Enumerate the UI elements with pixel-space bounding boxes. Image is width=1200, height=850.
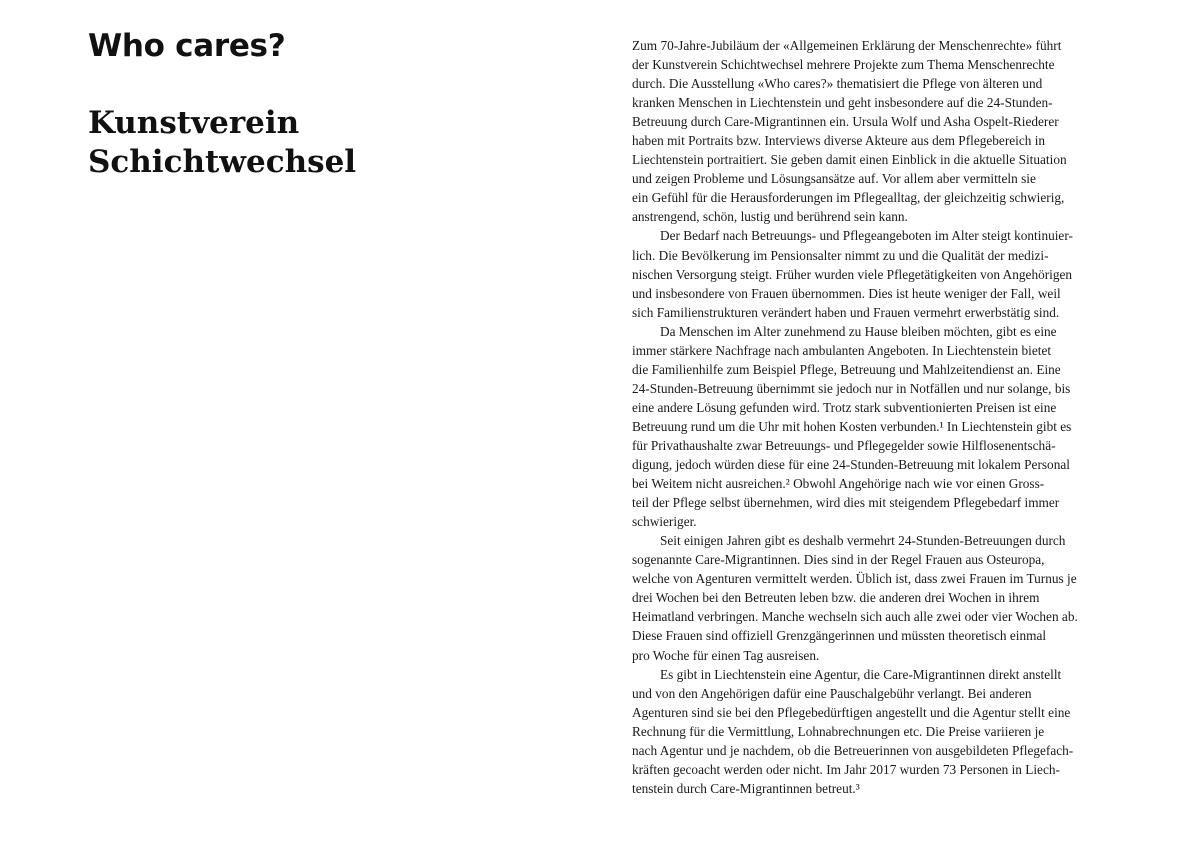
text-line: tenstein durch Care-Migrantinnen betreut.³: [632, 780, 860, 796]
text-line: für Privathaushalte zwar Betreuungs- und Pflegegelder sowie Hilflosenentschä-: [632, 437, 1056, 453]
text-line: Liechtenstein portraitiert. Sie geben damit einen Einblick in die aktuelle Situation: [632, 152, 1067, 168]
text-line: sogenannte Care-Migrantinnen. Dies sind in der Regel Frauen aus Osteuropa,: [632, 552, 1045, 568]
text-line: Diese Frauen sind offiziell Grenzgängerinnen und müssten theoretisch einmal: [632, 628, 1047, 644]
text-line: sich Familienstrukturen verändert haben und Frauen vermehrt erwerbstätig sind.: [632, 304, 1060, 320]
text-line: schwieriger.: [632, 514, 697, 530]
body-paragraph: [632, 531, 1122, 664]
text-line: und von den Angehörigen dafür eine Pauschalgebühr verlangt. Bei anderen: [632, 685, 1032, 701]
text-line: der Kunstverein Schichtwechsel mehrere Projekte zum Thema Menschenrechte: [632, 57, 1055, 73]
text-line: teil der Pflege selbst übernehmen, wird dies mit steigendem Pflegebedarf immer: [632, 495, 1060, 511]
text-line: welche von Agenturen vermittelt werden. Üblich ist, dass zwei Frauen im Turnus je: [632, 571, 1077, 587]
text-line: bei Weitem nicht ausreichen.² Obwohl Angehörige nach wie vor einen Gross-: [632, 476, 1045, 492]
subtitle-line: Kunstverein: [88, 105, 300, 141]
page-title: Who cares?: [88, 28, 286, 64]
text-line: pro Woche für einen Tag ausreisen.: [632, 647, 820, 663]
text-line: nischen Versorgung steigt. Früher wurden viele Pflegetätigkeiten von Angehörigen: [632, 266, 1073, 282]
text-line: durch. Die Ausstellung «Who cares?» thematisiert die Pflege von älteren und: [632, 76, 1043, 92]
text-line: die Familienhilfe zum Beispiel Pflege, Betreuung und Mahlzeitendienst an. Eine: [632, 361, 1061, 377]
text-line: Der Bedarf nach Betreuungs- und Pflegeangeboten im Alter steigt kontinuier-: [660, 228, 1073, 244]
text-line: Heimatland verbringen. Manche wechseln sich auch alle zwei oder vier Wochen ab.: [632, 609, 1078, 625]
text-line: drei Wochen bei den Betreuten leben bzw. die anderen drei Wochen in ihrem: [632, 590, 1040, 606]
body-paragraph: [632, 36, 1122, 226]
text-line: kräften gecoacht werden oder nicht. Im Jahr 2017 wurden 73 Personen in Liech-: [632, 761, 1060, 777]
text-line: Es gibt in Liechtenstein eine Agentur, die Care-Migrantinnen direkt anstellt: [660, 666, 1062, 682]
text-line: Rechnung für die Vermittlung, Lohnabrechnungen etc. Die Preise variieren je: [632, 723, 1045, 739]
text-line: digung, jedoch würden diese für eine 24-Stunden-Betreuung mit lokalem Personal: [632, 457, 1070, 473]
body-paragraph: [632, 226, 1122, 321]
text-line: Da Menschen im Alter zunehmend zu Hause bleiben möchten, gibt es eine: [660, 323, 1057, 339]
text-line: haben mit Portraits bzw. Interviews diverse Akteure aus dem Pflegebereich in: [632, 133, 1046, 149]
text-line: und insbesondere von Frauen übernommen. Dies ist heute weniger der Fall, weil: [632, 285, 1061, 301]
text-line: anstrengend, schön, lustig und berührend sein kann.: [632, 209, 908, 225]
body-text: [632, 36, 1122, 798]
text-line: Zum 70-Jahre-Jubiläum der «Allgemeinen Erklärung der Menschenrechte» führt: [632, 38, 1062, 53]
text-line: und zeigen Probleme und Lösungsansätze auf. Vor allem aber vermitteln sie: [632, 171, 1036, 187]
text-line: lich. Die Bevölkerung im Pensionsalter nimmt zu und die Qualität der medizi-: [632, 247, 1049, 263]
text-line: ein Gefühl für die Herausforderungen im Pflegealltag, der gleichzeitig schwierig,: [632, 190, 1065, 206]
text-line: immer stärkere Nachfrage nach ambulanten Angeboten. In Liechtenstein bietet: [632, 342, 1052, 358]
text-line: Seit einigen Jahren gibt es deshalb vermehrt 24-Stunden-Betreuungen durch: [660, 533, 1066, 549]
page-subtitle: [88, 104, 356, 182]
text-line: 24-Stunden-Betreuung übernimmt sie jedoch nur in Notfällen und nur solange, bis: [632, 380, 1071, 396]
text-line: Agenturen sind sie bei den Pflegebedürftigen angestellt und die Agentur stellt eine: [632, 704, 1071, 720]
body-paragraph: [632, 665, 1122, 798]
text-line: Betreuung durch Care-Migrantinnen ein. Ursula Wolf und Asha Ospelt-Riederer: [632, 114, 1059, 130]
body-paragraph: [632, 322, 1122, 532]
text-line: eine andere Lösung gefunden wird. Trotz stark subventionierten Preisen ist eine: [632, 399, 1057, 415]
text-line: Betreuung rund um die Uhr mit hohen Kosten verbunden.¹ In Liechtenstein gibt es: [632, 418, 1072, 434]
subtitle-line: Schichtwechsel: [88, 144, 357, 180]
text-line: nach Agentur und je nachdem, ob die Betreuerinnen von ausgebildeten Pflegefach-: [632, 742, 1074, 758]
text-line: kranken Menschen in Liechtenstein und geht insbesondere auf die 24-Stunden-: [632, 95, 1053, 111]
